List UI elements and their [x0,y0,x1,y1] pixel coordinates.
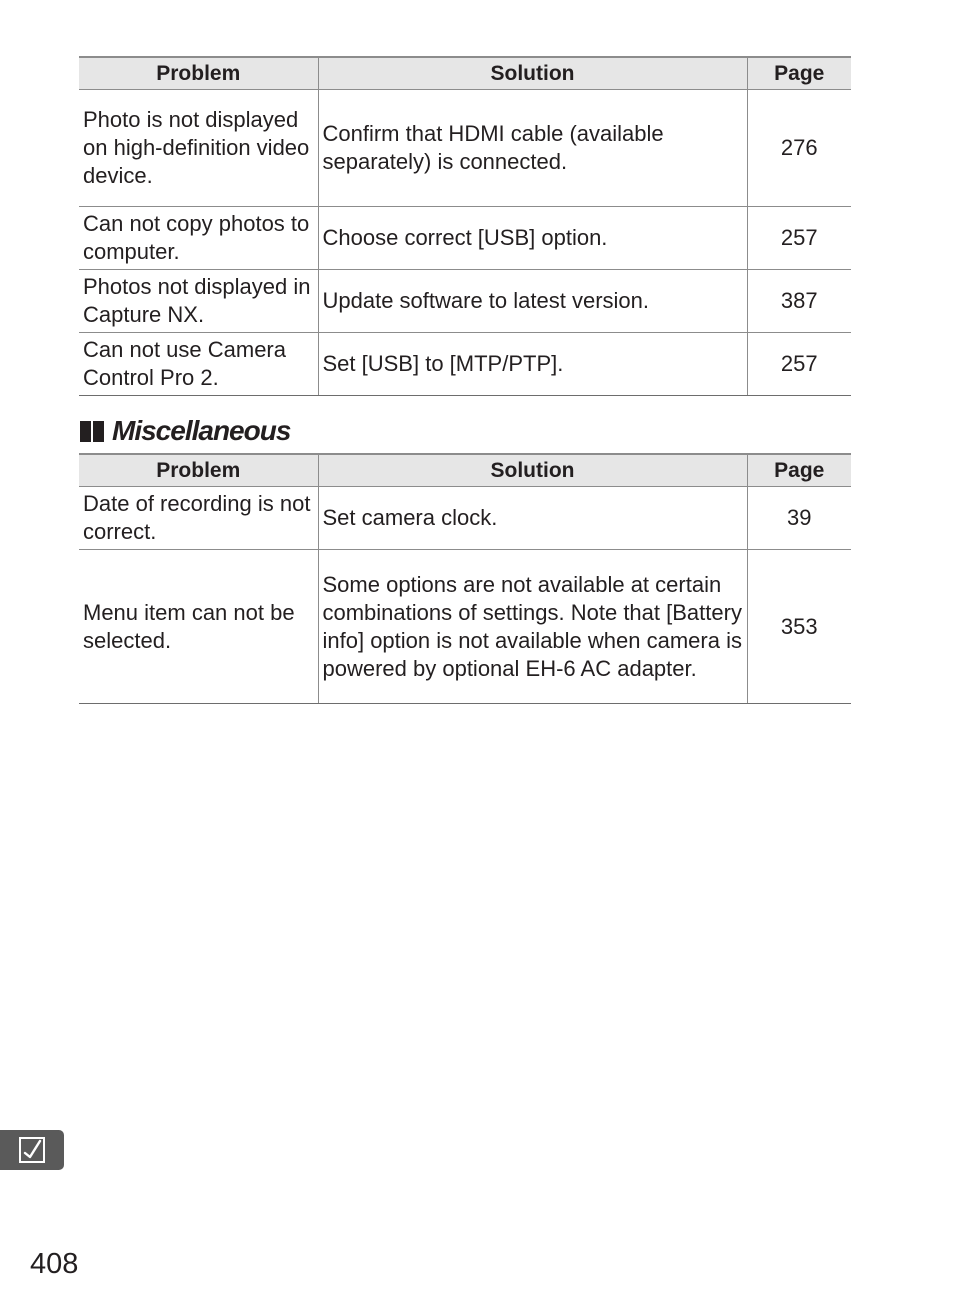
page-cell: 387 [747,270,851,333]
column-header-solution: Solution [318,454,747,487]
solution-cell: Some options are not available at certain combinations of settings. Note that [Battery info] option is not available when camera is powered by optional EH-6 AC adapter. [318,550,747,704]
technical-notes-icon [17,1135,47,1165]
page-cell: 39 [747,487,851,550]
solution-cell: Choose correct [USB] option. [318,207,747,270]
page-cell: 257 [747,333,851,396]
column-header-solution: Solution [318,57,747,90]
column-header-page: Page [747,57,851,90]
section-heading [80,412,290,450]
column-header-page: Page [747,454,851,487]
table-header-row [79,454,851,487]
troubleshooting-table-connections [79,56,851,396]
solution-cell: Update software to latest version. [318,270,747,333]
page-cell: 257 [747,207,851,270]
table-row [79,487,851,550]
table-row [79,550,851,704]
column-header-problem: Problem [79,454,318,487]
problem-cell: Can not copy photos to computer. [79,207,318,270]
problem-cell: Photo is not displayed on high-definition video device. [79,90,318,207]
section-title: Miscellaneous [112,415,291,446]
solution-cell: Set [USB] to [MTP/PTP]. [318,333,747,396]
solution-cell: Confirm that HDMI cable (available separately) is connected. [318,90,747,207]
table-row [79,90,851,207]
section-marker-icon [80,421,106,442]
problem-cell: Menu item can not be selected. [79,550,318,704]
table-row [79,207,851,270]
technical-notes-tab [0,1130,64,1170]
page-number: 408 [30,1248,79,1280]
page-cell: 276 [747,90,851,207]
table-row [79,270,851,333]
problem-cell: Can not use Camera Control Pro 2. [79,333,318,396]
table-header-row [79,57,851,90]
troubleshooting-table-miscellaneous [79,453,851,704]
solution-cell: Set camera clock. [318,487,747,550]
page-cell: 353 [747,550,851,704]
table-row [79,333,851,396]
problem-cell: Photos not displayed in Capture NX. [79,270,318,333]
problem-cell: Date of recording is not correct. [79,487,318,550]
column-header-problem: Problem [79,57,318,90]
